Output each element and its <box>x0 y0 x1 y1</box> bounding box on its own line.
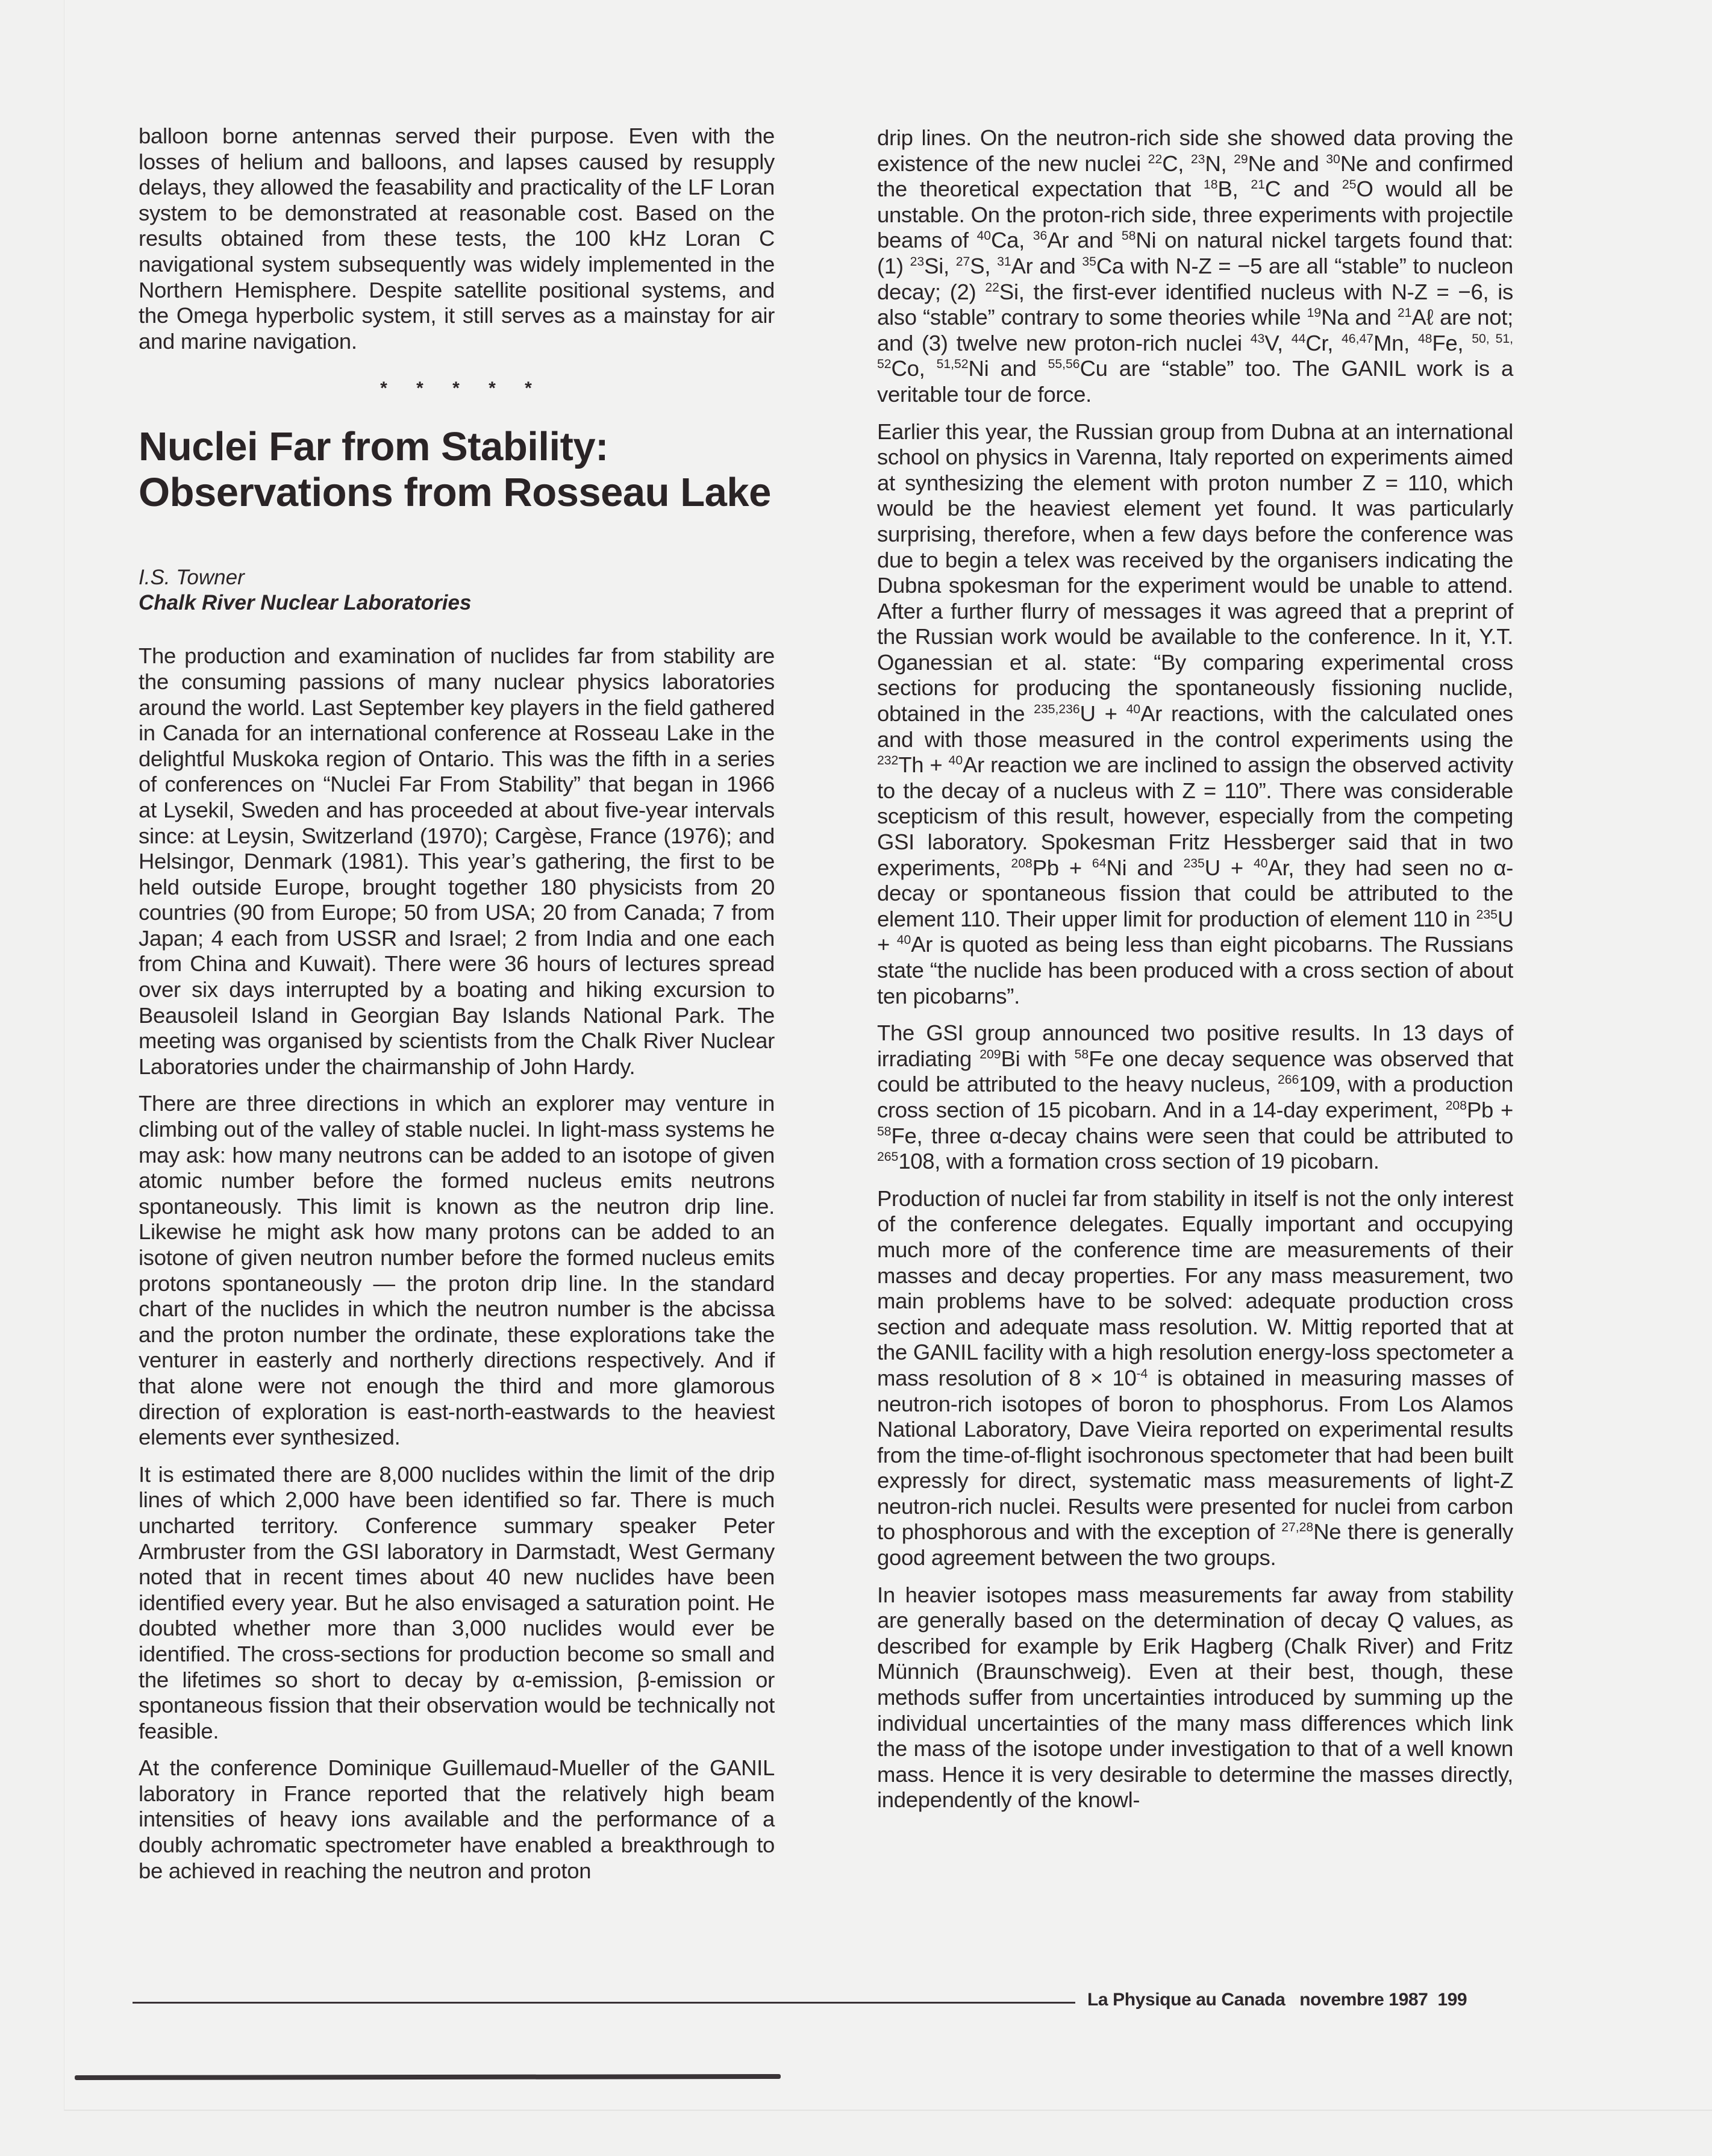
footer-rule <box>133 2002 1075 2004</box>
paragraph-drip-lines: drip lines. On the neutron-rich side she showed data proving the existence of the new nuclei $^{22}$C, $^{23}$N, $^{29}$Ne and $^{30}$Ne and confirmed the theoretical expectation that $^{18}$B, $^{21}$C and $^{25}$O would all be unstable. On the proton-rich side, three experiments with projectile beams of $^{40}$Ca, $^{36}$Ar and $^{58}$Ni on natural nickel targets found that: (1) $^{23}$Si, $^{27}$S, $^{31}$Ar and $^{35}$Ca with N-Z = −5 are all “stable” to nucleon decay; (2) $^{22}$Si, the first-ever identified nucleus with N-Z = −6, is also “stable” contrary to some theories while $^{19}$Na and $^{21}$Aℓ are not; and (3) twelve new proton-rich nuclei $^{43}$V, $^{44}$Cr, $^{46,47}$Mn, $^{48}$Fe, $^{50, 51, 52}$Co, $^{51,52}$Ni and $^{55,56}$Cu are “stable” too. The GANIL work is a veritable tour de force. <box>877 125 1513 407</box>
issue-date: novembre 1987 <box>1299 1990 1428 2010</box>
journal-name: La Physique au Canada <box>1087 1990 1286 2010</box>
author-name: I.S. Towner <box>139 566 245 590</box>
article-title <box>139 424 775 516</box>
paragraph-directions: There are three directions in which an explorer may venture in climbing out of the valley of stable nuclei. In light-mass systems he may ask: how many neutrons can be added to an isotope of given atomic number before the formed nucleus emits neutrons spontaneously. This limit is known as the neutron drip line. Likewise he might ask how many protons can be added to an isotone of given neutron number before the formed nucleus emits protons spontaneously — the proton drip line. In the standard chart of the nuclides in which the neutron number is the abcissa and the proton number the ordinate, these explorations take the venturer in easterly and northerly directions respectively. And if that alone were not enough the third and more glamorous direction of exploration is east-north-eastwards to the heaviest elements ever synthesized. <box>139 1091 775 1450</box>
paragraph-mass-measurements: Production of nuclei far from stability in itself is not the only interest of the conference delegates. Equally important and occupying much more of the conference time are measurements of their masses and decay properties. For any mass measurement, two main problems have to be solved: adequate production cross section and adequate mass resolution. W. Mittig reported that at the GANIL facility with a high resolution energy-loss spectometer a mass resolution of $8 \times 10^{-4}$ is obtained in measuring masses of neutron-rich isotopes of boron to phosphorus. From Los Alamos National Laboratory, Dave Vieira reported on experimental results from the time-of-flight isochronous spectometer that had been built expressly for direct, systematic mass measurements of light-Z neutron-rich nuclei. Results were presented for nuclei from carbon to phosphorous and with the exception of $^{27,28}$Ne there is generally good agreement between the two groups. <box>877 1186 1513 1570</box>
carryover-paragraph: balloon borne antennas served their purpose. Even with the losses of helium and balloons, and lapses caused by resupply delays, they allowed the feasability and practicality of the LF Loran system to be demonstrated at reasonable cost. Based on the results obtained from these tests, the 100 kHz Loran C navigational system subsequently was widely implemented in the Northern Hemisphere. Despite satellite positional systems, and the Omega hyperbolic system, it still serves as a mainstay for air and marine navigation. <box>139 123 775 354</box>
left-column <box>139 123 775 1895</box>
paragraph-estimates: It is estimated there are 8,000 nuclides within the limit of the drip lines of which 2,000 have been identified so far. There is much uncharted territory. Conference summary speaker Peter Armbruster from the GSI laboratory in Darmstadt, West Germany noted that in recent times about 40 new nuclides have been identified every year. But he also envisaged a saturation point. He doubted whether more than 3,000 nuclides would ever be identified. The cross-sections for production become so small and the lifetimes so short to decay by α-emission, β-emission or spontaneous fission that their observation would be technically not feasible. <box>139 1461 775 1743</box>
author-affiliation: Chalk River Nuclear Laboratories <box>139 591 472 615</box>
paragraph-gsi-results: The GSI group announced two positive results. In 13 days of irradiating $^{209}$Bi with $^{58}$Fe one decay sequence was observed that could be attributed to the heavy nucleus, $^{266}$109, with a production cross section of 15 picobarn. And in a 14-day experiment, $^{208}$Pb + $^{58}$Fe, three α-decay chains were seen that could be attributed to $^{265}$108, with a formation cross section of 19 picobarn. <box>877 1020 1514 1174</box>
section-separator: * * * * * <box>380 378 544 399</box>
article-title-line1: Nuclei Far from Stability: <box>139 424 608 470</box>
page-number: 199 <box>1437 1990 1467 2010</box>
paragraph-dubna: Earlier this year, the Russian group from Dubna at an international school on physics in Varenna, Italy reported on experiments aimed at synthesizing the element with proton number Z = 110, which would be the heaviest element yet found. It was particularly surprising, therefore, when a few days before the conference was due to begin a telex was received by the organisers indicating the Dubna spokesman for the experiment would be unable to attend. After a further flurry of messages it was agreed that a preprint of the Russian work would be available to the conference. In it, Y.T. Oganessian et al. state: “By comparing experimental cross sections for producing the spontaneously fissioning nuclide, obtained in the $^{235,236}$U + $^{40}$Ar reactions, with the calculated ones and with those measured in the control experiments using the $^{232}$Th + $^{40}$Ar reaction we are inclined to assign the observed activity to the decay of a nucleus with Z = 110”. There was considerable scepticism of this result, however, especially from the competing GSI laboratory. Spokesman Fritz Hessberger said that in two experiments, $^{208}$Pb + $^{64}$Ni and $^{235}$U + $^{40}$Ar, they had seen no α-decay or spontaneous fission that could be attributed to the element 110. Their upper limit for production of element 110 in $^{235}$U + $^{40}$Ar is quoted as being less than eight picobarns. The Russians state “the nuclide has been produced with a cross section of about ten picobarns”. <box>877 419 1513 1008</box>
right-column <box>877 125 1513 1825</box>
paragraph-intro: The production and examination of nuclides far from stability are the consuming passions of many nuclear physics laboratories around the world. Last September key players in the field gathered in Canada for an international conference at Rosseau Lake in the delightful Muskoka region of Ontario. This was the fifth in a series of conferences on “Nuclei Far From Stability” that began in 1966 at Lysekil, Sweden and has proceeded at about five-year intervals since: at Leysin, Switzerland (1970); Cargèse, France (1976); and Helsingor, Denmark (1981). This year’s gathering, the first to be held outside Europe, brought together 180 physicists from 20 countries (90 from Europe; 50 from USA; 20 from Canada; 7 from Japan; 4 each from USSR and Israel; 2 from India and one each from China and Kuwait). There were 36 hours of lectures spread over six days interrupted by a boating and hiking excursion to Beausoleil Island in Georgian Bay Islands National Park. The meeting was organised by scientists from the Chalk River Nuclear Laboratories under the chairmanship of John Hardy. <box>139 643 775 1079</box>
paragraph-heavier-isotopes: In heavier isotopes mass measurements far away from stability are generally based on the determination of decay Q values, as described for example by Erik Hagberg (Chalk River) and Fritz Münnich (Braunschweig). Even at their best, though, these methods suffer from uncertainties introduced by summing up the individual uncertainties of the many mass differences which link the mass of the isotope under investigation to that of a well known mass. Hence it is very desirable to determine the masses directly, independently of the knowl- <box>877 1582 1513 1813</box>
page-footer <box>1087 1990 1467 2010</box>
paragraph-ganil: At the conference Dominique Guillemaud-Mueller of the GANIL laboratory in France reported that the relatively high beam intensities of heavy ions available and the performance of a doubly achromatic spectrometer have enabled a breakthrough to be achieved in reaching the neutron and proton <box>139 1755 775 1883</box>
article-title-line2: Observations from Rosseau Lake <box>139 470 771 516</box>
byline <box>139 565 775 616</box>
